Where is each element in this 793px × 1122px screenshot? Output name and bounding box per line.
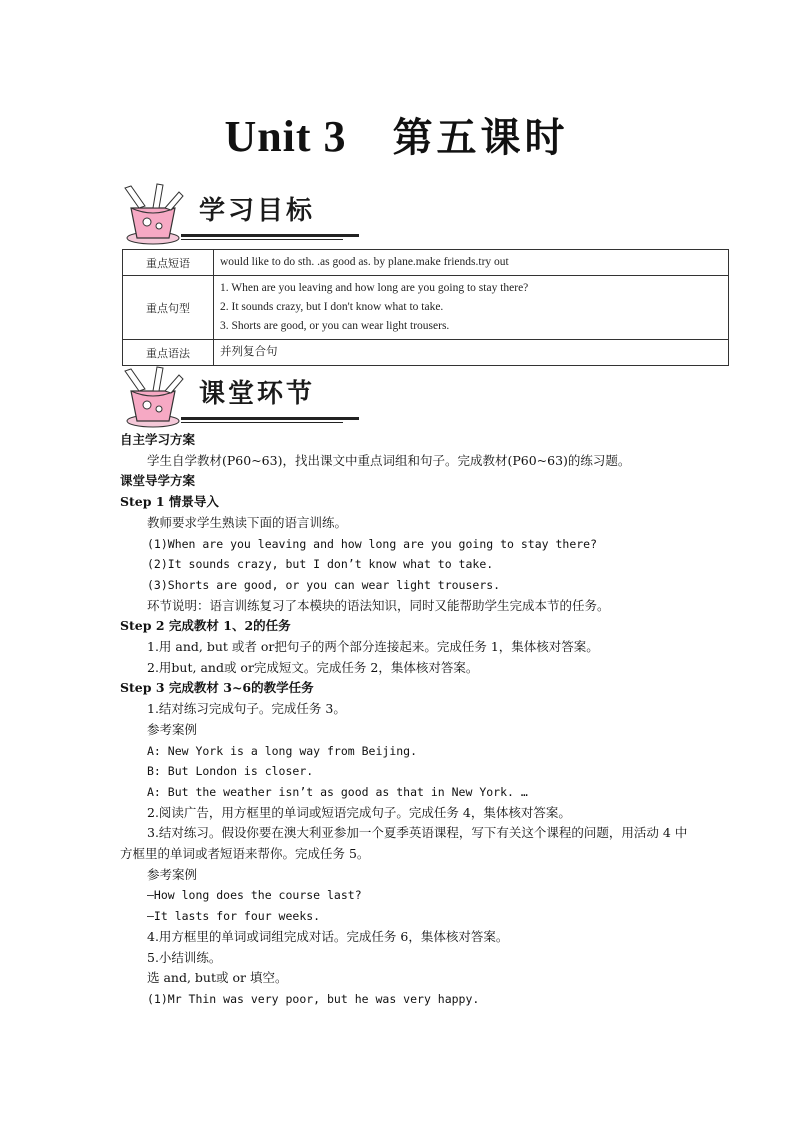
title-unit: Unit 3 [224,112,347,161]
row-value [214,340,729,366]
row-value [214,276,729,340]
row-line: 并列复合句 [220,346,278,358]
classroom-label: 课堂环节 [199,379,316,409]
banner-rule [181,417,359,420]
paragraph: 5.小结训练。 [147,949,222,965]
example-sentence: (2)It sounds crazy, but I don’t know what to take. [147,557,494,572]
paragraph: 2.用but, and或 or完成短文。完成任务 2，集体核对答案。 [147,659,479,675]
learning-goals-label: 学习目标 [199,196,316,226]
paragraph: 教师要求学生熟读下面的语言训练。 [147,514,348,530]
paragraph: 环节说明：语言训练复习了本模块的语法知识，同时又能帮助学生完成本节的任务。 [147,597,610,613]
example-sentence: B: But London is closer. [147,764,314,779]
paragraph: 2.阅读广告，用方框里的单词或短语完成句子。完成任务 4，集体核对答案。 [147,804,571,820]
row-key: 重点语法 [123,340,214,366]
section-heading: 课堂导学方案 [120,473,196,489]
paragraph: 1.用 and, but 或者 or把句子的两个部分连接起来。完成任务 1，集体核对答案。 [147,639,599,655]
lesson-content [120,430,690,1010]
row-key: 重点句型 [123,276,214,340]
paragraph: 3.结对练习。假设你要在澳大利亚参加一个夏季英语课程，写下有关这个课程的问题，用活动 4 中方框里的单词或者短语来帮你。完成任务 5。 [120,825,688,862]
paragraph: 4.用方框里的单词或词组完成对话。完成任务 6，集体核对答案。 [147,928,509,944]
classroom-banner [117,365,347,429]
banner-rule [181,234,359,237]
example-sentence: A: New York is a long way from Beijing. [147,743,418,758]
table-row [123,276,729,340]
example-sentence: (3)Shorts are good, or you can wear light trousers. [147,577,501,592]
page-title [0,106,793,163]
title-lesson: 第五课时 [392,115,569,161]
row-line: 1. When are you leaving and how long are you going to stay there? [220,282,529,294]
table-row [123,250,729,276]
step-heading: Step 2 完成教材 1、2的任务 [120,618,291,634]
example-sentence: (1)When are you leaving and how long are you going to stay there? [147,536,598,551]
banner-rule-thin [181,422,343,423]
row-value [214,250,729,276]
paragraph: 参考案例 [147,721,198,737]
section-heading: 自主学习方案 [120,432,196,447]
paragraph: 选 and, but或 or 填空。 [147,970,288,986]
row-line: 2. It sounds crazy, but I don't know what to take. [220,301,444,313]
example-sentence: (1)Mr Thin was very poor, but he was very happy. [147,991,480,1006]
paragraph: 参考案例 [147,866,198,882]
example-sentence: A: But the weather isn’t as good as that in New York. … [147,784,528,799]
example-sentence: —How long does the course last? [147,888,362,903]
banner-rule-thin [181,239,343,240]
table-row [123,340,729,366]
paragraph: 学生自学教材(P60~63)，找出课文中重点词组和句子。完成教材(P60~63)的练习题。 [147,452,631,468]
pen-basket-icon [117,365,189,429]
row-key: 重点短语 [123,250,214,276]
paragraph: 1.结对练习完成句子。完成任务 3。 [147,701,346,717]
row-line: 3. Shorts are good, or you can wear light trousers. [220,320,450,332]
goals-table [122,249,729,366]
step-heading: Step 3 完成教材 3~6的教学任务 [120,680,314,696]
pen-basket-icon [117,182,189,246]
row-line: would like to do sth. .as good as. by plane.make friends.try out [220,256,509,268]
example-sentence: —It lasts for four weeks. [147,909,321,924]
step-heading: Step 1 情景导入 [120,494,219,510]
learning-goals-banner [117,182,347,246]
